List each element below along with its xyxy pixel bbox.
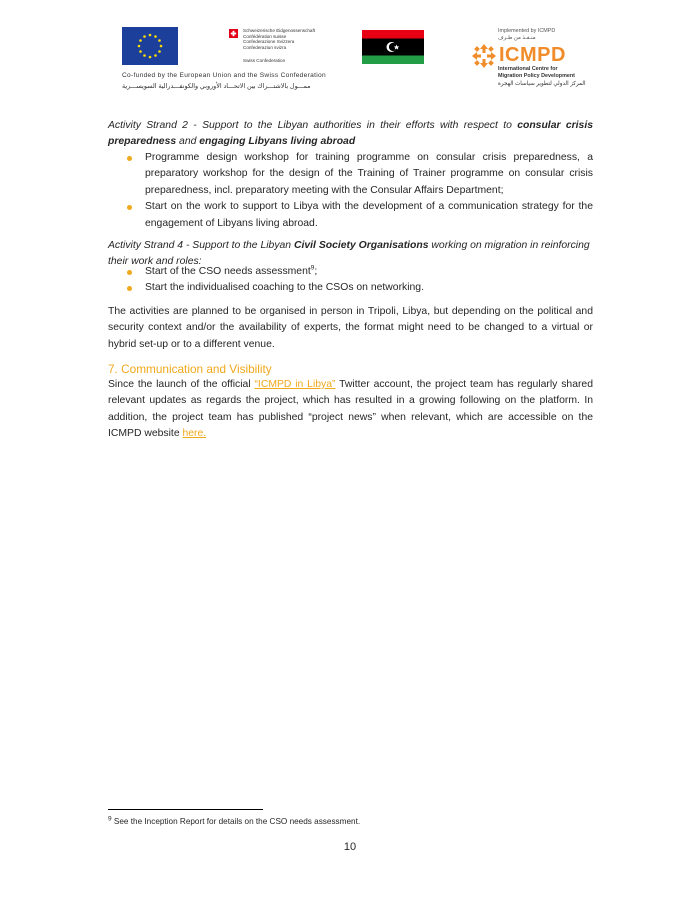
eu-flag-icon bbox=[122, 27, 178, 65]
footnote: $^9$ See the Inception Report for details on the CSO needs assessment. bbox=[108, 815, 361, 826]
cofunded-caption-arabic: ممـــول بالاشتـــراك بين الاتحـــاد الأوروبي والكونفـــدرالية السويســـرية bbox=[122, 83, 311, 90]
icmpd-implemented-label: Implemented by ICMPD bbox=[498, 28, 556, 34]
strand2-list bbox=[108, 150, 593, 232]
icmpd-full-name: International Centre for Migration Policy Development bbox=[498, 66, 575, 79]
bullet-icon bbox=[127, 286, 132, 291]
list-item: Start of the CSO needs assessment$^9$; bbox=[108, 264, 593, 280]
strand2-bold-abroad: engaging Libyans living abroad bbox=[199, 136, 356, 148]
icmpd-full-name-arabic: المركز الدولي لتطوير سياسات الهجرة bbox=[498, 81, 586, 87]
activities-paragraph: The activities are planned to be organised in person in Tripoli, Libya, but depending on the political and security context and/or the availability of experts, the format might need to be changed to a virtual or hybrid set-up or to a different venue. bbox=[108, 306, 593, 350]
icmpd-logo-text: ICMPD bbox=[499, 44, 566, 66]
cofunded-caption: Co-funded by the European Union and the Swiss Confederation bbox=[122, 72, 326, 79]
strand4-intro: Activity Strand 4 - Support to the Libyan Civil Society Organisations working on migration in reinforcing their work and roles: bbox=[108, 240, 590, 268]
bullet-icon bbox=[127, 205, 132, 210]
swiss-names: Schweizerische Eidgenossenschaft Confédération suisse Confederazione Svizzera Confederaziun svizra bbox=[243, 28, 316, 50]
footnote-number: 9 bbox=[108, 815, 112, 823]
swiss-cross-icon bbox=[229, 29, 238, 38]
strand4-bold-cso: Civil Society Organisations bbox=[293, 240, 429, 251]
icmpd-implemented-label-arabic: منـفـذ من طـرف bbox=[498, 35, 536, 41]
icmpd-arrows-icon bbox=[471, 43, 497, 69]
icmpd-libya-twitter-link[interactable]: “ICMPD in Libya” bbox=[254, 379, 336, 390]
list-item: Programme design workshop for training programme on consular crisis preparedness, a preparatory workshop for the design of the Training of Trainer programme on consular crisis preparedness, incl. preparatory meeting with the Consular Affairs Department; bbox=[108, 150, 593, 199]
section-heading: 7. Communication and Visibility bbox=[108, 362, 272, 376]
communication-paragraph: Since the launch of the official “ICMPD in Libya” Twitter account, the project team has regularly shared relevant updates as regards the project, which has resulted in a growing following on the platform. In addition, the project team has published “project news” when relevant, which are accessible on the ICMPD website here. bbox=[108, 379, 593, 440]
footnote-ref[interactable]: 9 bbox=[310, 264, 315, 272]
list-item: Start the individualised coaching to the CSOs on networking. bbox=[108, 280, 593, 296]
bullet-icon bbox=[127, 270, 132, 275]
list-item: Start on the work to support to Libya with the development of a communication strategy for the engagement of Libyans living abroad. bbox=[108, 199, 593, 232]
strand2-intro: Activity Strand 2 - Support to the Libyan authorities in their efforts with respect to consular crisis preparedness and engaging Libyans living abroad bbox=[108, 120, 593, 148]
page-number: 10 bbox=[343, 841, 357, 853]
libya-flag-icon bbox=[362, 30, 424, 64]
strand4-list bbox=[108, 264, 593, 297]
strand2-bold-crisis: consular crisis preparedness bbox=[108, 120, 593, 148]
bullet-icon bbox=[127, 156, 132, 161]
icmpd-website-here-link[interactable]: here. bbox=[182, 428, 207, 440]
footnote-divider bbox=[108, 809, 263, 810]
swiss-confederation-label: Swiss Confederation bbox=[243, 58, 286, 63]
